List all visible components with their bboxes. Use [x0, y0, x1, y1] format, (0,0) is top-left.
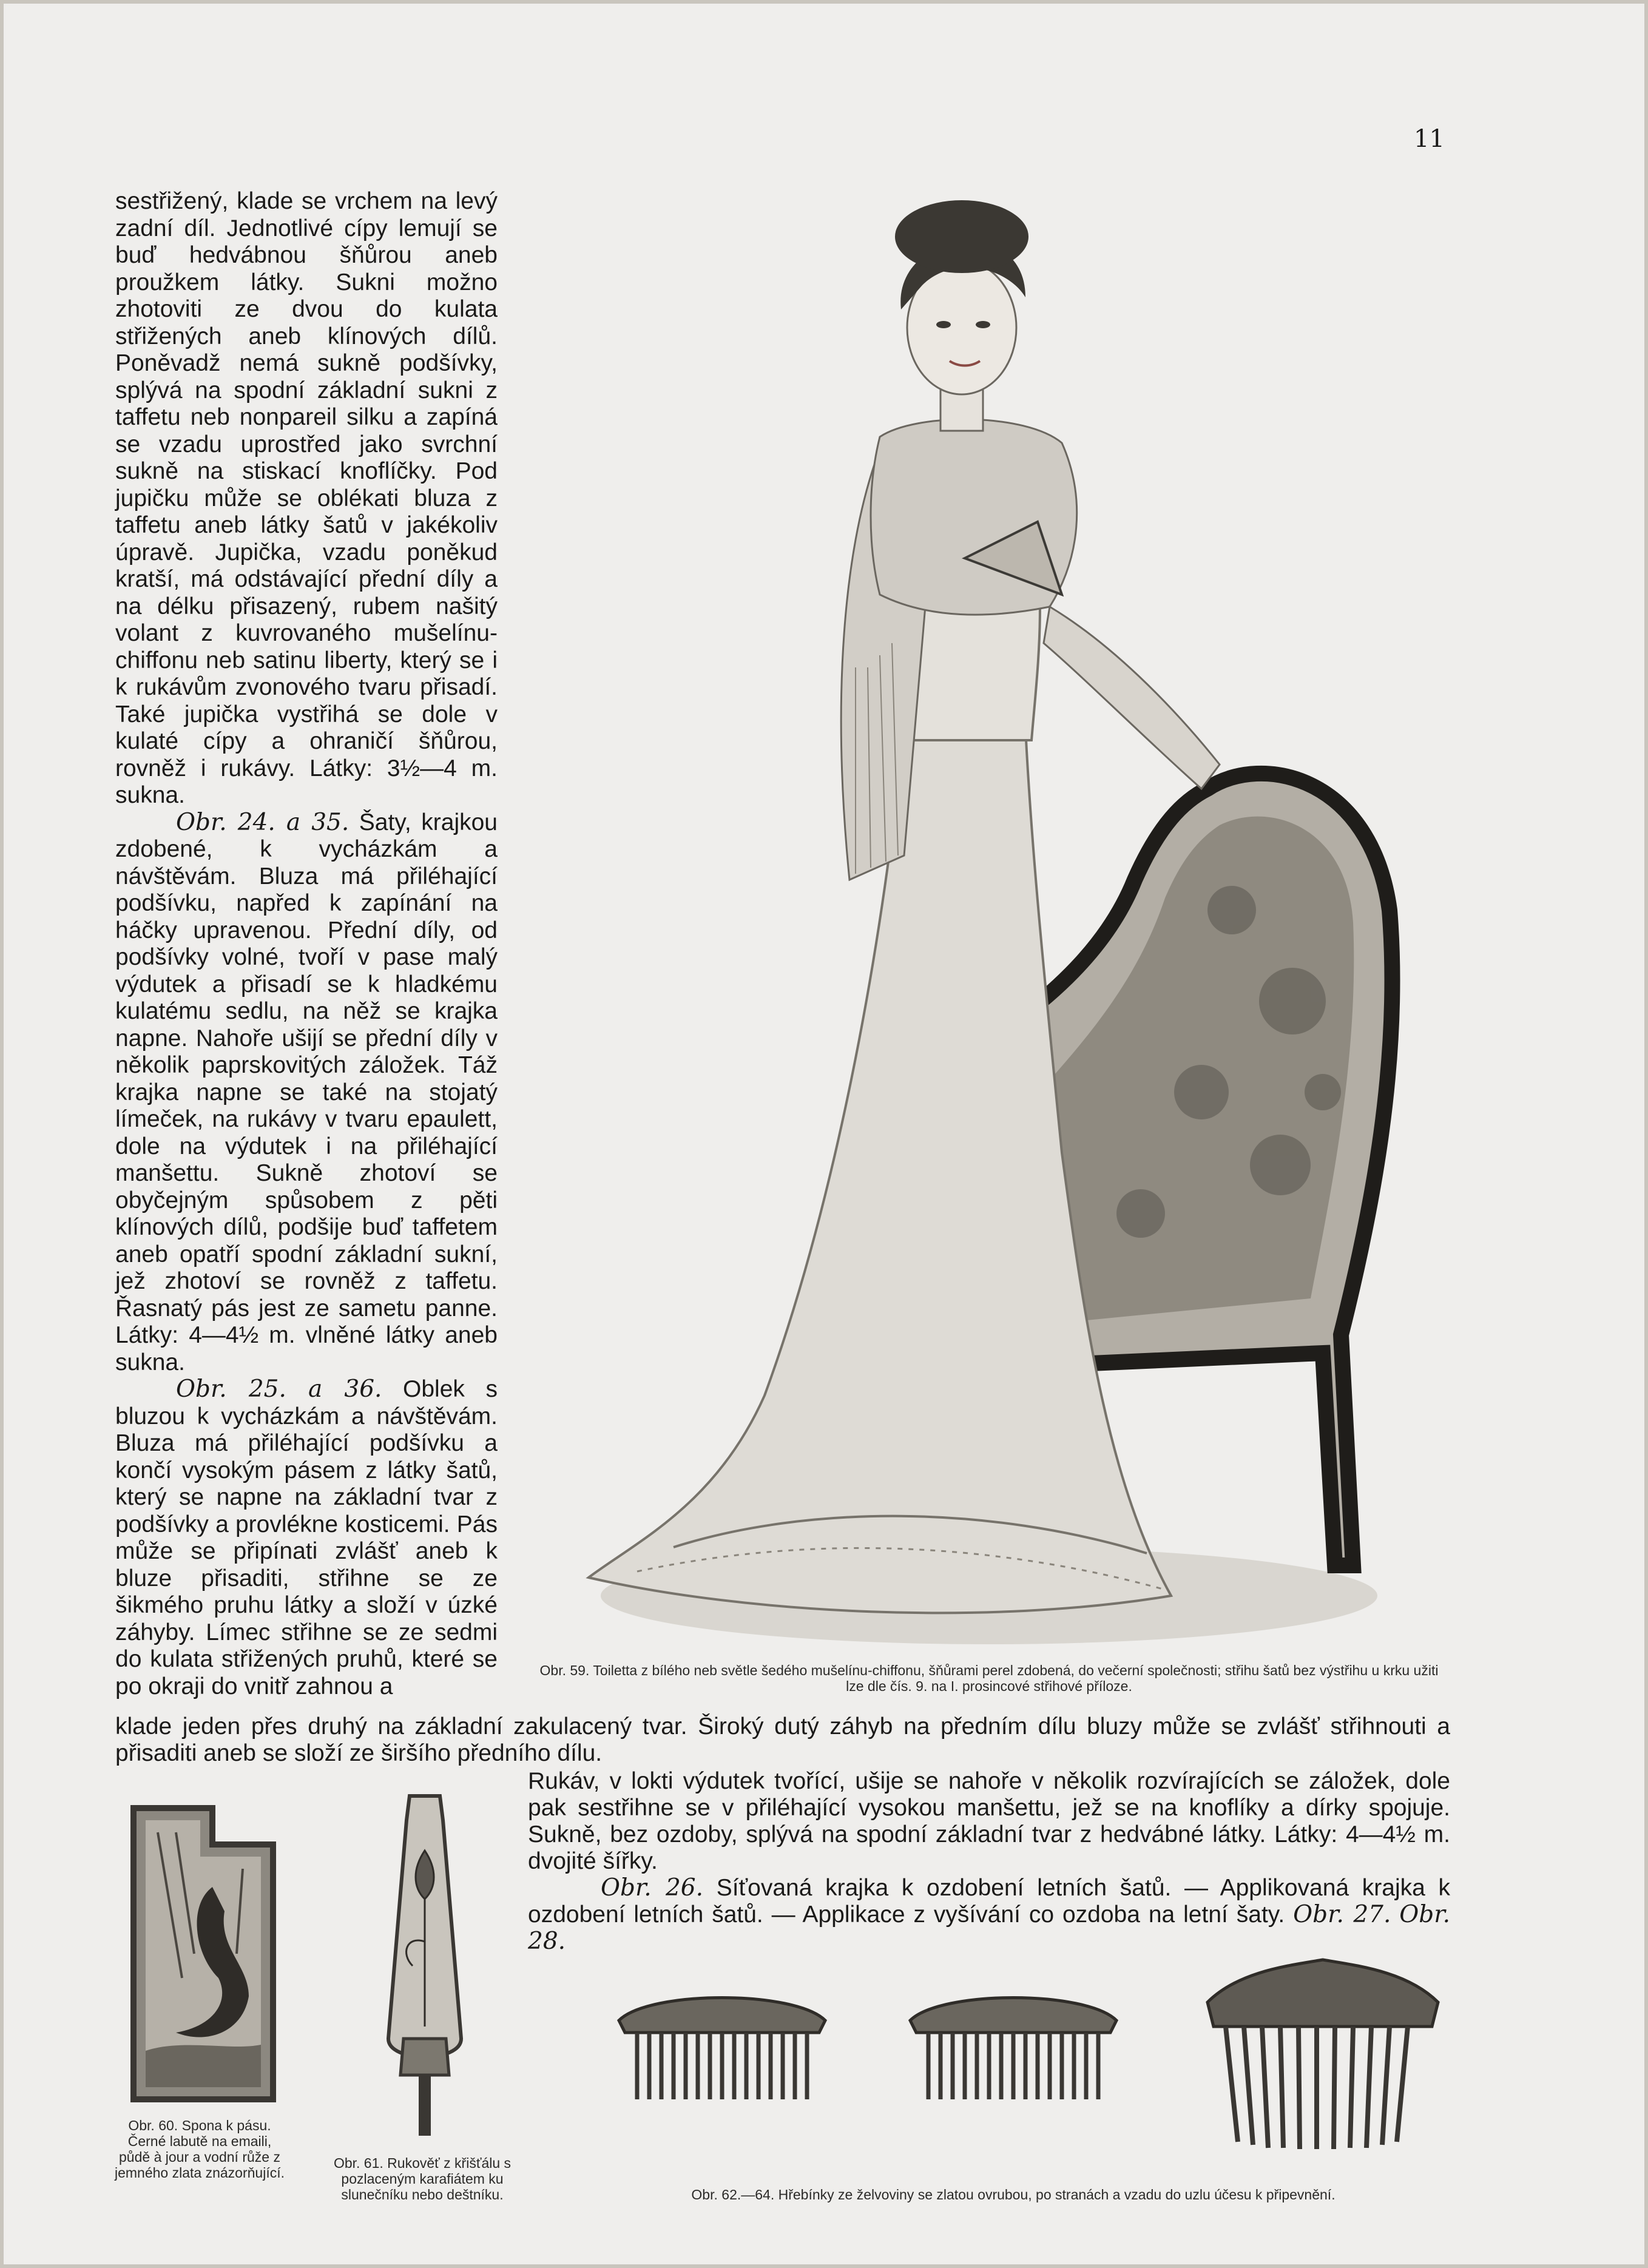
paragraph-fig-24	[115, 809, 498, 1377]
figure-60-caption: Obr. 60. Spona k pásu. Černé labutě na emaili, půdě à jour a vodní růže z jemného zlata znázorňující.	[115, 2118, 285, 2181]
left-text-column	[115, 188, 498, 1700]
comb-illustration-63	[904, 1984, 1123, 2105]
paragraph-text: Oblek s bluzou k vycházkám a návštěvám. Bluza má přiléhající podšívku a končí vysokým pásem z látky šatů, který se napne na základní tvar z podšívky a provlékne kosticemi. Pás může se připínati zvlášť aneb k bluze přisaditi, střihne se ze šikmého pruhu látky a složí v úzké záhyby. Límec střihne se ze sedmi do kulata střižených pruhů, které se po okraji do vnitř zahnou a	[115, 1376, 498, 1699]
paragraph-fig-26	[528, 1875, 1450, 1955]
figure-reference: Obr. 26.	[601, 1874, 703, 1902]
figure-61-caption: Obr. 61. Rukověť z křišťálu s pozlaceným karafiátem ku slunečníku nebo deštníku.	[333, 2155, 512, 2202]
figure-reference-28: Obr. 28.	[528, 1901, 1450, 1955]
paragraph-text: Šaty, krajkou zdobené, k vycházkám a návštěvám. Bluza má přiléhající podšívku, napřed k zapínání na háčky upravenou. Přední díly, od podšívky volné, tvoří v pase malý výdutek a přisadí se k hladkému kulatému sedlu, na něž se krajka napne. Nahoře ušijí se přední díly v několik paprskovitých záložek. Táž krajka napne se také na stojatý límeček, na rukávy v tvaru epaulett, dole na výdutek i na přiléhající manšettu. Sukně zhotoví se obyčejným spůsobem z pěti klínových dílů, podšije buď taffetem aneb opatří spodní základní sukní, jež zhotoví se rovněž z taffetu. Řasnatý pás jest ze sametu panne. Látky: 4—4½ m. vlněné látky aneb sukna.	[115, 809, 498, 1375]
figure-62-64-caption: Obr. 62.—64. Hřebínky ze želvoviny se zlatou ovrubou, po stranách a vzadu do uzlu účesu k připevnění.	[691, 2187, 1336, 2202]
right-text-column	[528, 1768, 1450, 1955]
woman-in-evening-gown-illustration	[564, 182, 1456, 1650]
spanning-text-line: klade jeden přes druhý na základní zakulacený tvar. Široký dutý záhyb na předním dílu bluzy může se zvlášť střihnouti a přisaditi aneb se složí ze širšího předního dílu.	[115, 1713, 1450, 1766]
comb-illustration-64	[1201, 1948, 1444, 2154]
figure-reference: Obr. 25. a 36.	[176, 1375, 382, 1403]
paragraph-text: Rukáv, v lokti výdutek tvořící, ušije se nahoře v několik rozvírajících se záložek, dole pak sestřihne se v přiléhající vysokou manšettu, jež se na knoflíky a dírky spojuje. Sukně, bez ozdoby, splývá na spodní základní tvar z hedvábné látky. Látky: 4—4½ m. dvojité šířky.	[528, 1768, 1450, 1874]
paragraph-text: Síťovaná krajka k ozdobení letních šatů. — Applikovaná krajka k ozdobení letních šatů. — Applikace z vyšívání co ozdoba na letní šaty.	[528, 1875, 1450, 1928]
comb-illustration-62	[613, 1984, 831, 2105]
paragraph-continued: sestřižený, klade se vrchem na levý zadní díl. Jednotlivé cípy lemují se buď hedvábnou šňůrou aneb proužkem látky. Sukni možno zhotoviti ze dvou do kulata střižených aneb klínových dílů. Poněvadž nemá sukně podšívky, splývá na spodní základní sukni z taffetu neb nonpareil silku a zapíná se vzadu uprostřed jako svrchní sukně na stiskací knoflíčky. Pod jupičku může se oblékati bluza z taffetu aneb látky šatů v jakékoliv úpravě. Jupička, vzadu poněkud kratší, má odstávající přední díly a na délku přisazený, rubem našitý volant z kuvrovaného mušelínu-chiffonu neb satinu liberty, který se i k rukávům zvonového tvaru přisadí. Také jupička vystřihá se dole v kulaté cípy a ohraničí šňůrou, rovněž i rukávy. Látky: 3½—4 m. sukna.	[115, 188, 498, 808]
figure-reference: Obr. 24. a 35.	[176, 808, 350, 836]
paragraph-fig-25	[115, 1376, 498, 1700]
swan-buckle-illustration	[121, 1796, 285, 2111]
figure-59-caption: Obr. 59. Toiletta z bílého neb světle šedého mušelínu-chiffonu, šňůrami perel zdobená, do večerní společnosti; střihu šatů bez výstřihu u krku užiti lze dle čís. 9. na I. prosincové střihové příloze.	[539, 1662, 1439, 1694]
figure-reference-27: Obr. 27.	[1293, 1901, 1391, 1928]
crystal-handle-illustration	[376, 1784, 473, 2148]
page-number: 11	[1414, 125, 1445, 153]
